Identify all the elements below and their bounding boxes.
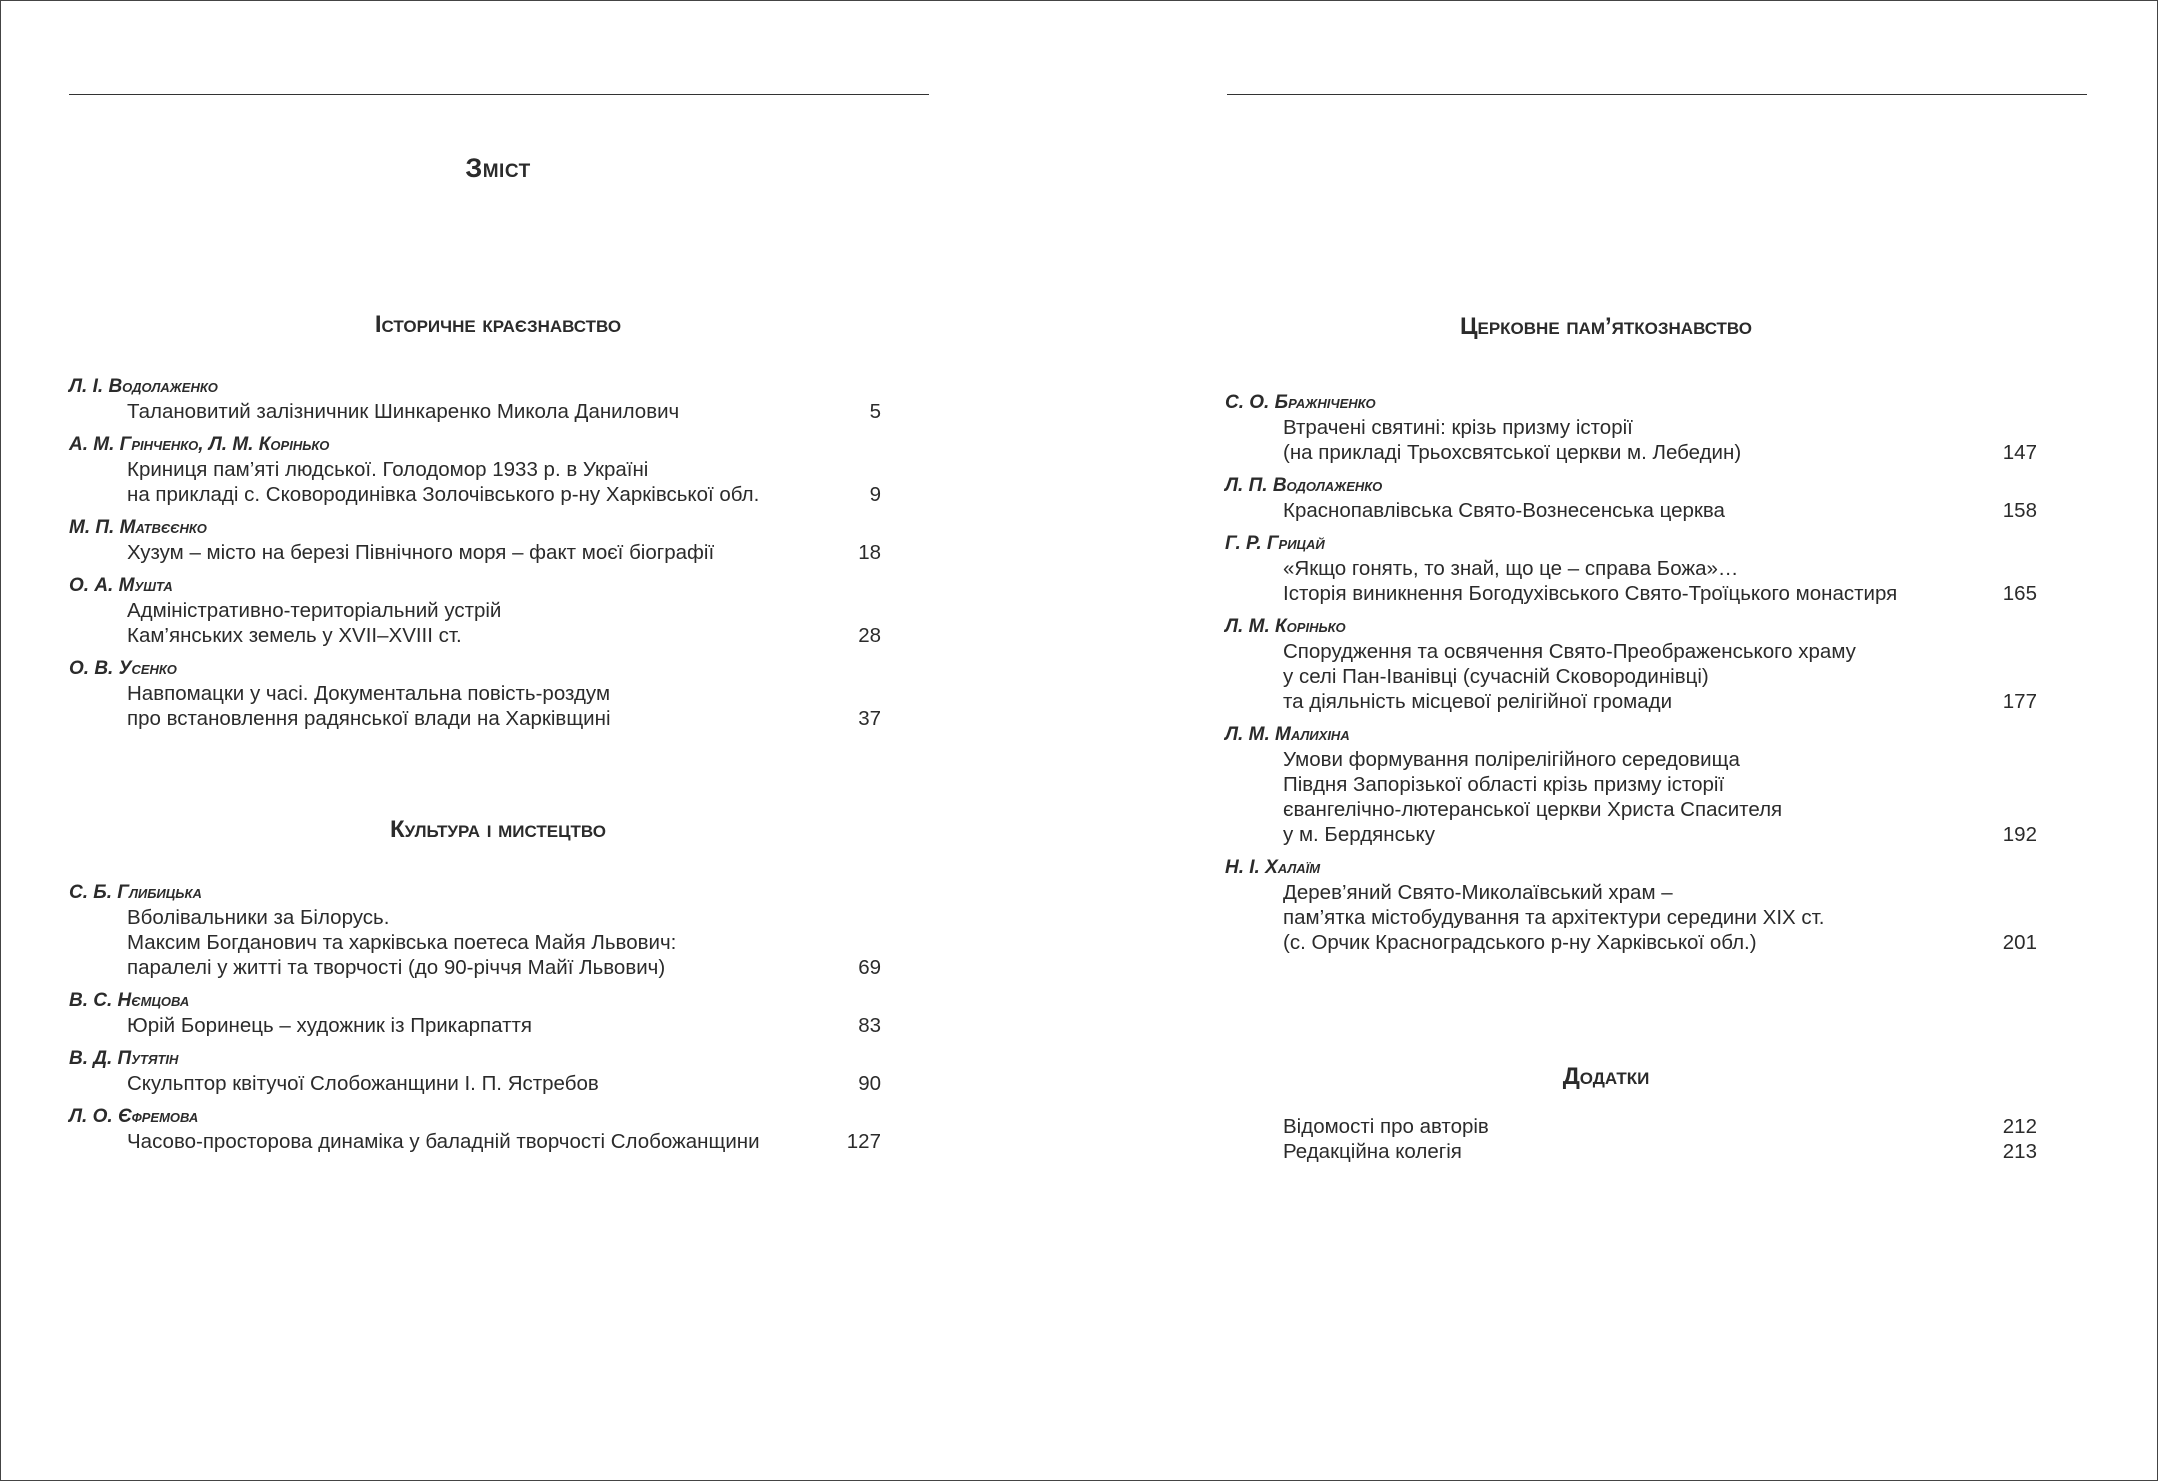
entry-author: Л. М. Малихіна	[1225, 724, 1350, 745]
toc-entry	[69, 516, 881, 565]
entry-title-line: Скульптор квітучої Слобожанщини І. П. Ястребов	[127, 1072, 599, 1095]
entry-page-number: 69	[858, 956, 881, 979]
toc-entry	[69, 989, 881, 1038]
section-heading-historical: Історичне краєзнавство	[374, 311, 622, 338]
entry-page-number: 18	[858, 541, 881, 564]
entry-page-number: 158	[2002, 499, 2037, 522]
entry-title-line: Краснопавлівська Свято-Вознесенська церква	[1283, 499, 1725, 522]
entry-title-line: Вболівальники за Білорусь.	[127, 906, 390, 929]
entry-title-line: «Якщо гонять, то знай, що це – справа Божа»…	[1283, 557, 1739, 580]
appendix-item-label: Відомості про авторів	[1283, 1115, 1489, 1138]
toc-entry	[1225, 856, 2037, 955]
entry-title-line: Умови формування полірелігійного середовища	[1283, 748, 1740, 771]
entry-page-number: 37	[858, 707, 881, 730]
entry-title-line: євангелічно-лютеранської церкви Христа Спасителя	[1283, 798, 1783, 821]
toc-entry	[1225, 532, 2037, 606]
entry-title-line: Максим Богданович та харківська поетеса Майя Львович:	[127, 931, 677, 954]
toc-entry	[1225, 474, 2037, 523]
entry-page-number: 9	[869, 483, 881, 506]
entry-page-number: 90	[858, 1072, 881, 1095]
entry-title-line: на прикладі с. Сковородинівка Золочівського р-ну Харківської обл.	[127, 483, 760, 506]
entry-title-line: Талановитий залізничник Шинкаренко Микола Данилович	[127, 400, 680, 423]
appendix-item-label: Редакційна колегія	[1283, 1140, 1462, 1163]
right-header-rule	[1227, 94, 2087, 95]
entry-title-line: пам’ятка містобудування та архітектури середини XIX ст.	[1283, 906, 1825, 929]
toc-entry	[69, 574, 881, 648]
entry-author: Л. І. Водолаженко	[69, 376, 218, 397]
appendix-item	[1225, 1114, 2037, 1139]
entry-title-line: Дерев’яний Свято-Миколаївський храм –	[1283, 881, 1673, 904]
appendix-item	[1225, 1139, 2037, 1164]
entry-title-line: про встановлення радянської влади на Харківщині	[127, 707, 611, 730]
entry-title-line: у м. Бердянську	[1283, 823, 1435, 846]
toc-entry	[69, 1047, 881, 1096]
entry-author: В. С. Нємцова	[69, 990, 190, 1011]
section-historical-entries	[69, 375, 881, 740]
entry-title-line: Адміністративно-територіальний устрій	[127, 599, 502, 622]
entry-title-line: Навпомацки у часі. Документальна повість-роздум	[127, 682, 611, 705]
toc-entry	[1225, 723, 2037, 847]
toc-entry	[1225, 615, 2037, 714]
entry-author: О. В. Усенко	[69, 658, 177, 679]
section-heading-appendix: Додатки	[1562, 1063, 1650, 1090]
entry-title-line: Криниця пам’яті людської. Голодомор 1933 р. в Україні	[127, 458, 649, 481]
entry-author: Л. О. Єфремова	[69, 1106, 199, 1127]
section-heading-culture: Культура і мистецтво	[390, 816, 606, 843]
entry-author: С. О. Бражніченко	[1225, 392, 1376, 413]
entry-title-line: та діяльність місцевої релігійної громади	[1283, 690, 1673, 713]
left-header-rule	[69, 94, 929, 95]
entry-page-number: 5	[869, 400, 881, 423]
section-heading-church: Церковне пам’яткознавство	[1459, 313, 1753, 340]
entry-title-line: Історія виникнення Богодухівського Свято-Троїцького монастиря	[1283, 582, 1898, 605]
entry-title-line: Спорудження та освячення Свято-Преображенського храму	[1283, 640, 1856, 663]
section-appendix-items	[1225, 1114, 2037, 1164]
entry-author: Н. І. Халаїм	[1225, 857, 1321, 878]
toc-entry	[69, 1105, 881, 1154]
appendix-item-page-number: 212	[2002, 1115, 2037, 1138]
entry-page-number: 201	[2002, 931, 2037, 954]
entry-title-line: (на прикладі Трьохсвятської церкви м. Лебедин)	[1283, 441, 1742, 464]
section-church-entries	[1225, 391, 2037, 964]
entry-page-number: 83	[858, 1014, 881, 1037]
section-culture-entries	[69, 881, 881, 1163]
entry-author: О. А. Мушта	[69, 575, 173, 596]
entry-title-line: Півдня Запорізької області крізь призму історії	[1283, 773, 1725, 796]
entry-title-line: (с. Орчик Красноградського р-ну Харківської обл.)	[1283, 931, 1757, 954]
entry-author: Г. Р. Грицай	[1225, 533, 1325, 554]
entry-page-number: 165	[2002, 582, 2037, 605]
entry-title-line: Кам’янських земель у XVII–XVIII ст.	[127, 624, 462, 647]
entry-author: Л. П. Водолаженко	[1225, 475, 1383, 496]
entry-author: М. П. Матвєєнко	[69, 517, 207, 538]
entry-author: А. М. Грінченко, Л. М. Корінько	[69, 434, 330, 455]
entry-title-line: Втрачені святині: крізь призму історії	[1283, 416, 1633, 439]
entry-author: В. Д. Путятін	[69, 1048, 179, 1069]
entry-page-number: 177	[2002, 690, 2037, 713]
entry-page-number: 192	[2002, 823, 2037, 846]
entry-author: Л. М. Корінько	[1225, 616, 1346, 637]
entry-title-line: Хузум – місто на березі Північного моря – факт моєї біографії	[127, 541, 715, 564]
entry-title-line: Юрій Боринець – художник із Прикарпаття	[127, 1014, 532, 1037]
toc-entry	[69, 881, 881, 980]
entry-page-number: 28	[858, 624, 881, 647]
appendix-item-page-number: 213	[2002, 1140, 2037, 1163]
toc-entry	[69, 657, 881, 731]
toc-entry	[69, 433, 881, 507]
entry-title-line: паралелі у житті та творчості (до 90-річчя Майї Львович)	[127, 956, 666, 979]
entry-author: С. Б. Глибицька	[69, 882, 202, 903]
entry-title-line: Часово-просторова динаміка у баладній творчості Слобожанщини	[127, 1130, 760, 1153]
entry-page-number: 127	[846, 1130, 881, 1153]
toc-entry	[1225, 391, 2037, 465]
page-title: Зміст	[465, 153, 531, 183]
entry-page-number: 147	[2002, 441, 2037, 464]
toc-entry	[69, 375, 881, 424]
entry-title-line: у селі Пан-Іванівці (сучасній Сковородинівці)	[1283, 665, 1709, 688]
